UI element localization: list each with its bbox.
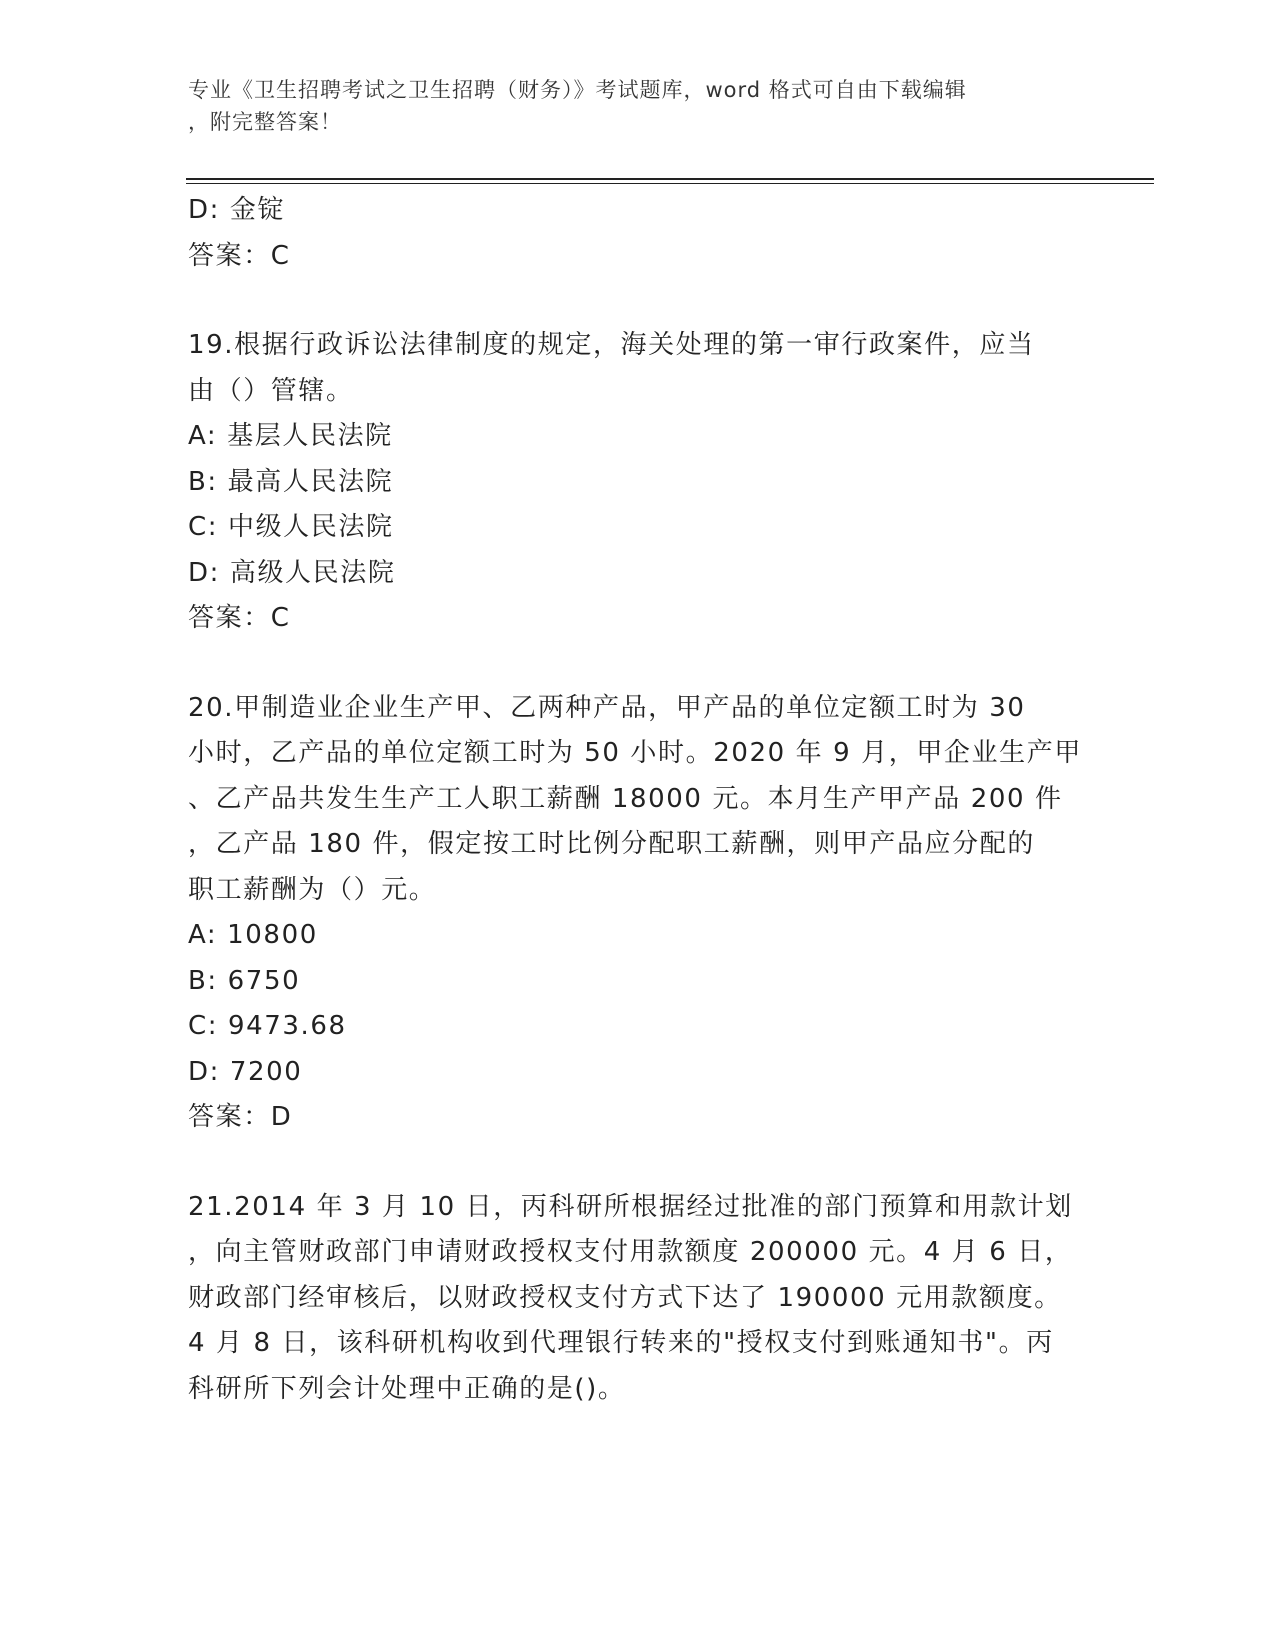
question-stem-line: 20.甲制造业企业生产甲、乙两种产品，甲产品的单位定额工时为 30	[188, 692, 1026, 723]
document-body	[188, 188, 1088, 1412]
option-b: B: 最高人民法院	[188, 466, 394, 497]
option-c: C: 中级人民法院	[188, 512, 394, 542]
question-stem-line: 21.2014 年 3 月 10 日，丙科研所根据经过批准的部门预算和用款计划	[188, 1191, 1073, 1222]
question-stem-line: 职工薪酬为（）元。	[188, 874, 437, 905]
answer-line: 答案：C	[188, 240, 291, 271]
header-line-1: 专业《卫生招聘考试之卫生招聘（财务）》考试题库，word 格式可自由下载编辑	[188, 78, 967, 102]
header-divider-thick	[186, 178, 1154, 180]
option-d: D: 7200	[188, 1056, 303, 1087]
question-stem-line: ，向主管财政部门申请财政授权支付用款额度 200000 元。4 月 6 日，	[188, 1237, 1073, 1267]
document-header	[188, 74, 1088, 138]
question-19	[188, 323, 1088, 642]
question-stem-line: 19.根据行政诉讼法律制度的规定，海关处理的第一审行政案件，应当	[188, 330, 1035, 360]
option-a: A: 10800	[188, 920, 318, 950]
question-20	[188, 686, 1088, 1141]
question-stem-line: 由（）管辖。	[188, 375, 354, 406]
option-b: B: 6750	[188, 965, 301, 996]
answer-line: 答案：C	[188, 603, 291, 633]
question-21	[188, 1185, 1088, 1413]
option-c: C: 9473.68	[188, 1011, 347, 1041]
question-stem-line: 小时，乙产品的单位定额工时为 50 小时。2020 年 9 月，甲企业生产甲	[188, 738, 1082, 768]
option-d: D: 高级人民法院	[188, 557, 396, 588]
option-a: A: 基层人民法院	[188, 421, 393, 451]
answer-line: 答案：D	[188, 1102, 293, 1132]
header-divider-thin	[186, 183, 1154, 184]
previous-question-tail	[188, 188, 1088, 279]
question-stem-line: 4 月 8 日，该科研机构收到代理银行转来的"授权支付到账通知书"。丙	[188, 1328, 1054, 1358]
header-line-2: ，附完整答案！	[188, 110, 342, 134]
question-stem-line: ，乙产品 180 件，假定按工时比例分配职工薪酬，则甲产品应分配的	[188, 829, 1035, 859]
question-stem-line: 科研所下列会计处理中正确的是()。	[188, 1373, 626, 1404]
option-d: D: 金锭	[188, 195, 286, 225]
question-stem-line: 财政部门经审核后，以财政授权支付方式下达了 190000 元用款额度。	[188, 1282, 1062, 1313]
question-stem-line: 、乙产品共发生生产工人职工薪酬 18000 元。本月生产甲产品 200 件	[188, 783, 1063, 814]
